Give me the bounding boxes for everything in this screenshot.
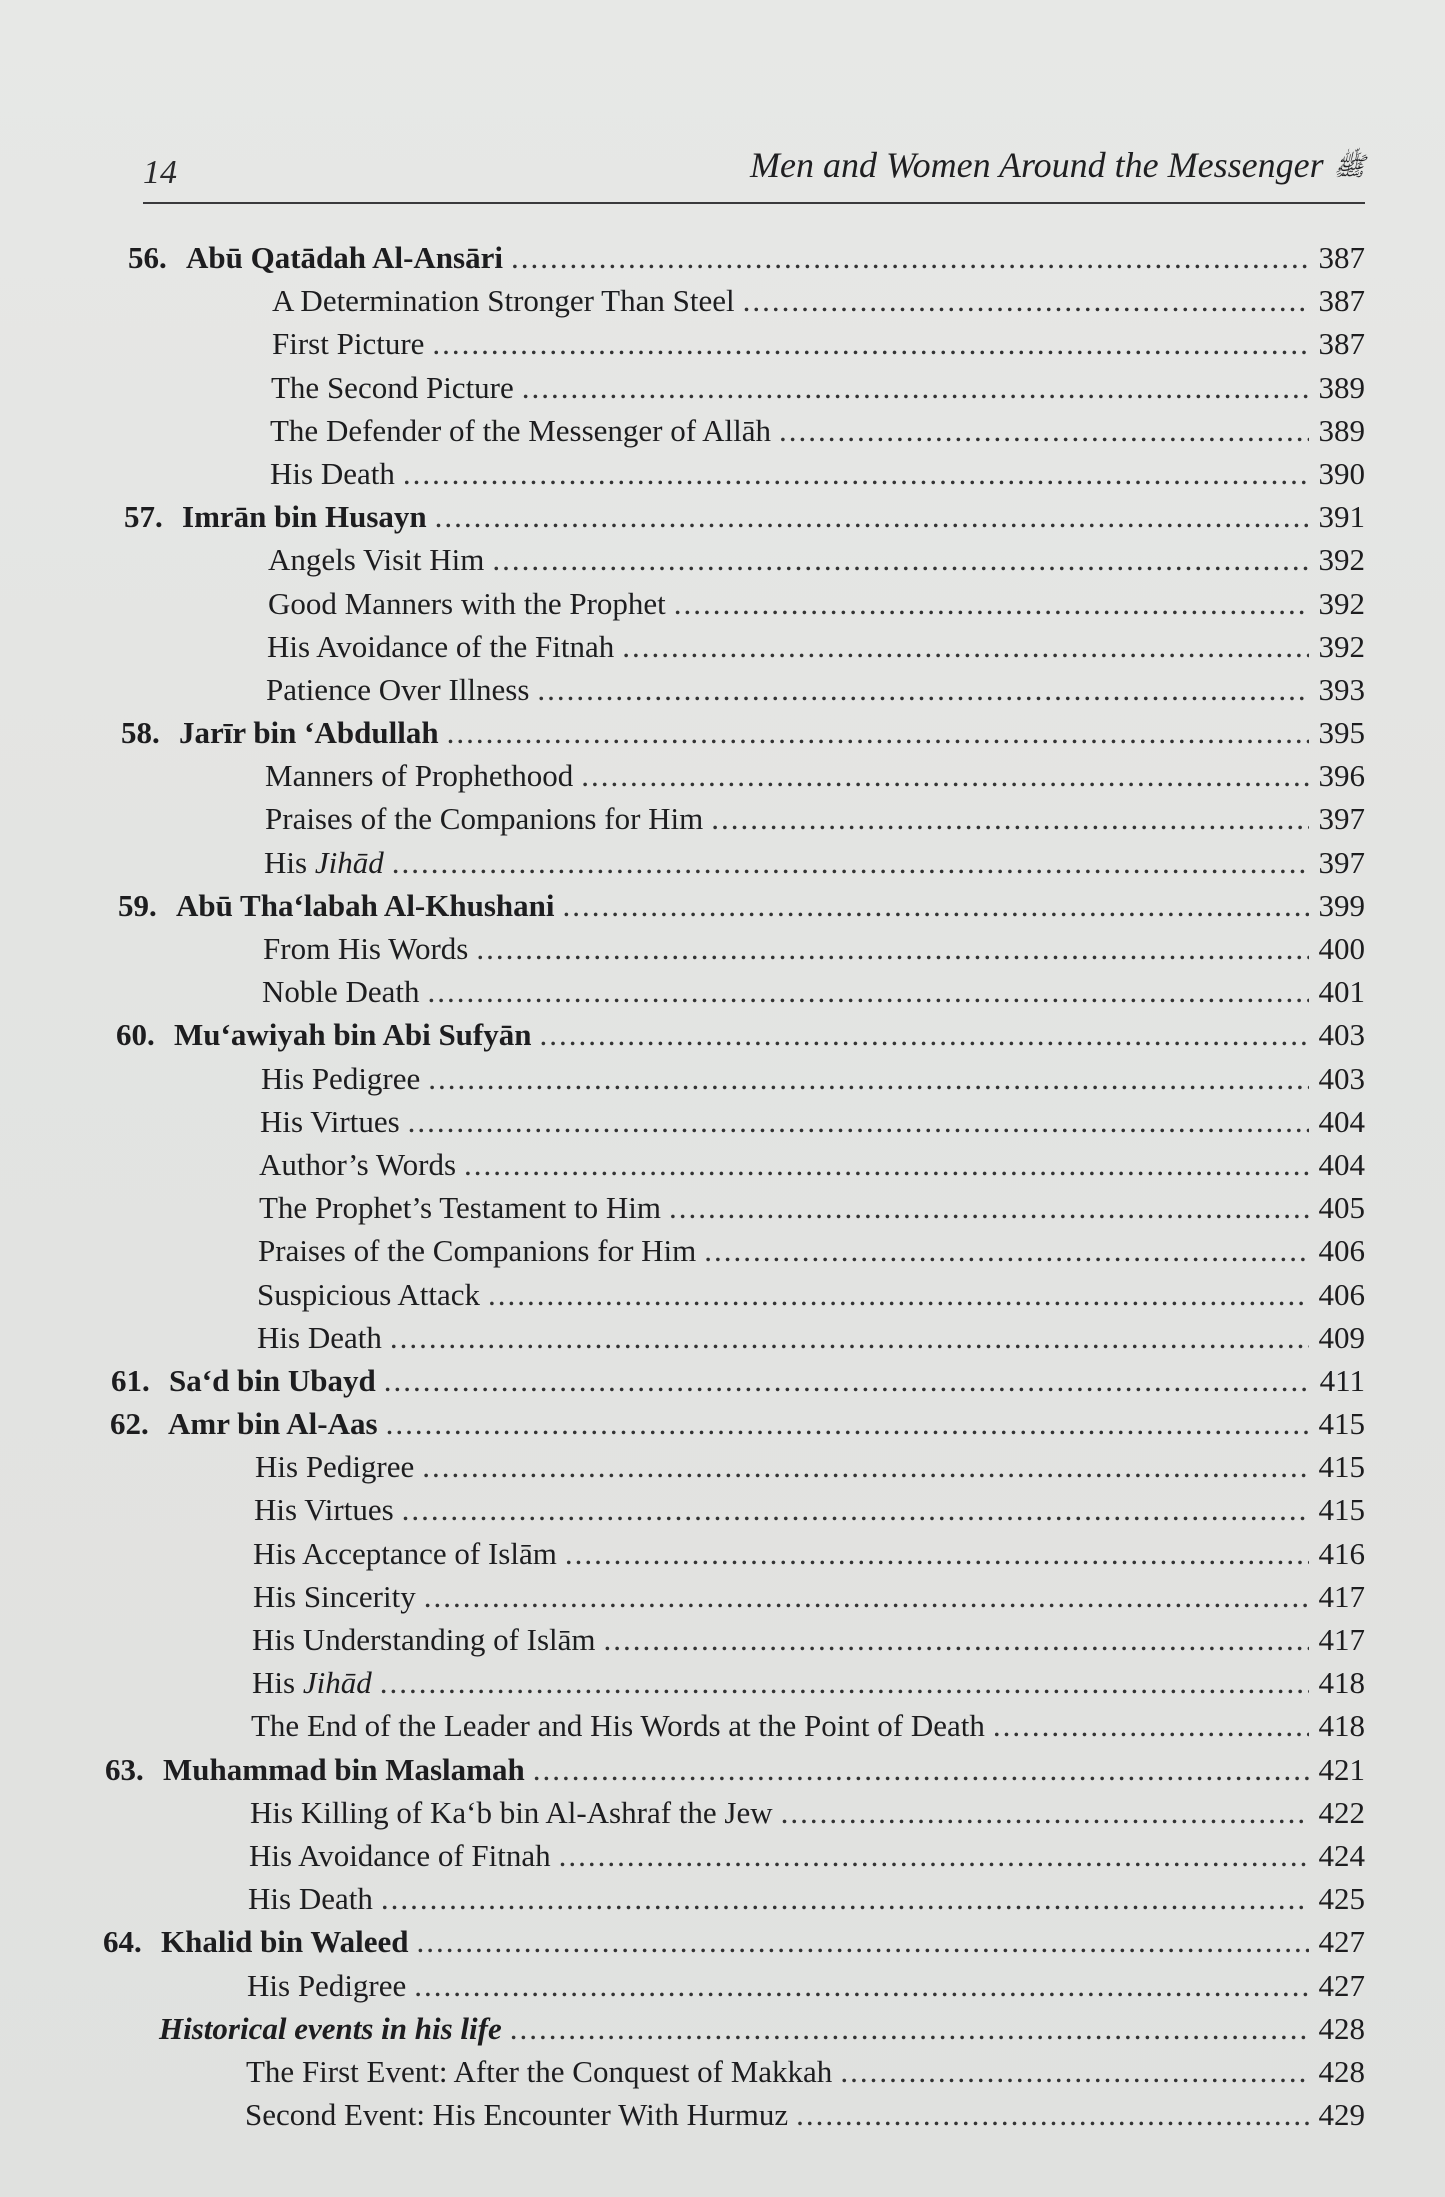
toc-subsection-row xyxy=(100,970,1365,1013)
toc-entry-title: Jarīr bin ‘Abdullah xyxy=(179,715,439,751)
toc-page-number: 424 xyxy=(1318,1837,1365,1873)
dot-leader xyxy=(476,927,1309,970)
toc-entry-title: His Death xyxy=(257,1319,382,1355)
toc-chapter-number: 63. xyxy=(105,1751,144,1787)
dot-leader xyxy=(390,1316,1309,1359)
toc-subsection-row xyxy=(100,754,1365,797)
toc-chapter-number: 59. xyxy=(118,887,157,923)
toc-page-number: 399 xyxy=(1318,887,1365,923)
dot-leader xyxy=(424,1575,1309,1618)
toc-page-number: 393 xyxy=(1318,671,1365,707)
dot-leader xyxy=(403,452,1309,495)
dot-leader xyxy=(533,1748,1309,1791)
toc-subsection-row xyxy=(100,279,1365,322)
toc-page-number: 397 xyxy=(1318,844,1365,880)
toc-subsection-row xyxy=(100,1704,1365,1747)
toc-entry-title: Angels Visit Him xyxy=(268,542,485,578)
toc-chapter-row xyxy=(100,1920,1365,1963)
dot-leader xyxy=(435,495,1309,538)
toc-page-number: 427 xyxy=(1318,1967,1365,2003)
toc-subsection-row xyxy=(100,1618,1365,1661)
toc-subsection-row xyxy=(100,1877,1365,1920)
toc-section-heading-row xyxy=(100,2007,1365,2050)
toc-entry-title: His Death xyxy=(270,455,395,491)
toc-entry-title: From His Words xyxy=(263,931,469,966)
dot-leader xyxy=(447,711,1309,754)
toc-entry-title: Second Event: His Encounter With Hurmuz xyxy=(245,2097,789,2133)
toc-subsection-row xyxy=(100,2050,1365,2093)
toc-page-number: 429 xyxy=(1318,2097,1365,2133)
toc-subsection-row xyxy=(100,927,1365,970)
dot-leader xyxy=(464,1143,1309,1186)
dot-leader xyxy=(422,1445,1309,1488)
toc-subsection-row xyxy=(100,1100,1365,1143)
toc-subsection-row xyxy=(100,538,1365,581)
toc-page-number: 401 xyxy=(1318,974,1365,1010)
toc-subsection-row xyxy=(100,1057,1365,1100)
dot-leader xyxy=(428,970,1309,1013)
toc-subsection-row xyxy=(100,1791,1365,1834)
toc-entry-title: His Jihād xyxy=(264,844,384,880)
toc-page-number: 411 xyxy=(1319,1362,1365,1398)
toc-subsection-row xyxy=(100,1964,1365,2007)
dot-leader xyxy=(408,1100,1309,1143)
toc-subsection-row xyxy=(100,1488,1365,1531)
toc-entry-title: Abū Tha‘labah Al-Khushani xyxy=(176,887,555,923)
dot-leader xyxy=(384,1359,1309,1402)
dot-leader xyxy=(565,1532,1309,1575)
dot-leader xyxy=(492,538,1309,581)
toc-page-number: 397 xyxy=(1318,801,1365,837)
toc-page-number: 418 xyxy=(1318,1665,1365,1701)
toc-page-number: 428 xyxy=(1318,2010,1365,2046)
toc-page-number: 416 xyxy=(1318,1535,1365,1571)
toc-page-number: 403 xyxy=(1318,1017,1365,1053)
toc-entry-title: Author’s Words xyxy=(259,1146,457,1182)
toc-chapter-number: 58. xyxy=(121,715,160,751)
toc-entry-title: A Determination Stronger Than Steel xyxy=(272,283,735,319)
toc-subsection-row xyxy=(100,1186,1365,1229)
toc-chapter-number: 57. xyxy=(124,499,163,535)
toc-entry-title: His Sincerity xyxy=(253,1578,416,1614)
toc-page-number: 415 xyxy=(1318,1406,1365,1442)
toc-page-number: 387 xyxy=(1318,240,1365,275)
toc-subsection-row xyxy=(100,797,1365,840)
toc-chapter-number: 56. xyxy=(128,240,167,275)
toc-subsection-row xyxy=(100,668,1365,711)
toc-page-number: 396 xyxy=(1318,758,1365,794)
toc-chapter-row xyxy=(100,711,1365,754)
toc-page-number: 389 xyxy=(1318,369,1365,405)
toc-subsection-row xyxy=(100,1445,1365,1488)
dot-leader xyxy=(414,1964,1309,2007)
dot-leader xyxy=(779,409,1309,452)
toc-page-number: 425 xyxy=(1318,1881,1365,1917)
toc-subsection-row xyxy=(100,582,1365,625)
toc-page-number: 389 xyxy=(1318,412,1365,448)
page-number: 14 xyxy=(143,154,177,191)
toc-subsection-row xyxy=(100,1273,1365,1316)
dot-leader xyxy=(711,797,1309,840)
toc-entry-title: Khalid bin Waleed xyxy=(161,1924,409,1960)
toc-entry-title: Amr bin Al-Aas xyxy=(168,1406,378,1442)
dot-leader xyxy=(674,582,1309,625)
toc-page-number: 404 xyxy=(1318,1103,1365,1139)
toc-entry-title: The End of the Leader and His Words at the Point of Death xyxy=(251,1708,985,1744)
toc-entry-title: Patience Over Illness xyxy=(266,671,530,707)
toc-entry-title: Historical events in his life xyxy=(159,2010,502,2046)
toc-chapter-row xyxy=(100,1748,1365,1791)
toc-entry-title: His Virtues xyxy=(254,1492,394,1528)
toc-entry-title: His Killing of Ka‘b bin Al-Ashraf the Jew xyxy=(250,1794,773,1830)
dot-leader xyxy=(993,1704,1309,1747)
table-of-contents xyxy=(100,236,1365,2136)
toc-chapter-number: 61. xyxy=(111,1362,150,1398)
toc-entry-title: His Pedigree xyxy=(255,1449,415,1485)
toc-entry-title: The First Event: After the Conquest of Makkah xyxy=(246,2053,833,2089)
dot-leader xyxy=(704,1229,1309,1272)
toc-page-number: 417 xyxy=(1318,1578,1365,1614)
toc-entry-title: Suspicious Attack xyxy=(257,1276,481,1312)
toc-entry-title: His Pedigree xyxy=(247,1967,407,2003)
toc-page-number: 391 xyxy=(1318,499,1365,535)
toc-page-number: 418 xyxy=(1318,1708,1365,1744)
toc-entry-title: Mu‘awiyah bin Abi Sufyān xyxy=(174,1017,532,1053)
toc-page-number: 422 xyxy=(1318,1794,1365,1830)
toc-entry-title: Noble Death xyxy=(262,974,420,1010)
toc-subsection-row xyxy=(100,1661,1365,1704)
toc-entry-title: His Jihād xyxy=(252,1665,372,1701)
dot-leader xyxy=(392,841,1309,884)
toc-subsection-row xyxy=(100,409,1365,452)
toc-entry-title: His Understanding of Islām xyxy=(252,1622,596,1657)
toc-entry-title: Imrān bin Husayn xyxy=(182,499,427,535)
toc-entry-title: His Pedigree xyxy=(261,1060,421,1096)
running-title-text: Men and Women Around the Messenger xyxy=(750,145,1324,185)
toc-subsection-row xyxy=(100,1229,1365,1272)
toc-subsection-row xyxy=(100,322,1365,365)
toc-entry-title: Muhammad bin Maslamah xyxy=(163,1751,525,1787)
toc-page-number: 415 xyxy=(1318,1492,1365,1528)
toc-chapter-row xyxy=(100,495,1365,538)
dot-leader xyxy=(796,2093,1309,2136)
toc-entry-title: First Picture xyxy=(272,326,425,362)
toc-subsection-row xyxy=(100,452,1365,495)
toc-entry-title: His Avoidance of Fitnah xyxy=(249,1837,551,1873)
toc-entry-title: Praises of the Companions for Him xyxy=(258,1233,697,1269)
toc-page-number: 400 xyxy=(1318,931,1365,966)
dot-leader xyxy=(559,1834,1309,1877)
dot-leader xyxy=(581,754,1309,797)
toc-entry-title: His Virtues xyxy=(260,1103,400,1139)
toc-entry-title: Manners of Prophethood xyxy=(265,758,574,794)
toc-entry-title: The Prophet’s Testament to Him xyxy=(259,1190,661,1226)
toc-chapter-number: 62. xyxy=(110,1406,149,1442)
toc-page-number: 395 xyxy=(1318,715,1365,751)
dot-leader xyxy=(380,1661,1309,1704)
toc-entry-title: Good Manners with the Prophet xyxy=(268,585,666,621)
dot-leader xyxy=(522,366,1309,409)
dot-leader xyxy=(386,1402,1309,1445)
toc-entry-title: His Death xyxy=(248,1881,373,1917)
toc-page-number: 417 xyxy=(1318,1622,1365,1657)
toc-entry-title: The Defender of the Messenger of Allāh xyxy=(270,412,771,448)
toc-entry-title: The Second Picture xyxy=(271,369,514,405)
toc-entry-title: Sa‘d bin Ubayd xyxy=(169,1362,376,1398)
toc-entry-title: Abū Qatādah Al-Ansāri xyxy=(186,240,503,275)
toc-page-number: 409 xyxy=(1318,1319,1365,1355)
toc-subsection-row xyxy=(100,2093,1365,2136)
dot-leader xyxy=(840,2050,1309,2093)
dot-leader xyxy=(510,2007,1309,2050)
toc-chapter-row xyxy=(100,1359,1365,1402)
toc-chapter-row xyxy=(100,1013,1365,1056)
toc-page-number: 405 xyxy=(1318,1190,1365,1226)
toc-page-number: 403 xyxy=(1318,1060,1365,1096)
toc-subsection-row xyxy=(100,366,1365,409)
toc-chapter-number: 60. xyxy=(116,1017,155,1053)
toc-page-number: 392 xyxy=(1318,585,1365,621)
dot-leader xyxy=(417,1920,1309,1963)
dot-leader xyxy=(432,322,1309,365)
dot-leader xyxy=(622,625,1309,668)
toc-subsection-row xyxy=(100,1316,1365,1359)
toc-chapter-row xyxy=(100,884,1365,927)
toc-page-number: 404 xyxy=(1318,1146,1365,1182)
toc-chapter-number: 64. xyxy=(103,1924,142,1960)
header-rule xyxy=(143,202,1365,204)
dot-leader xyxy=(537,668,1309,711)
toc-page-number: 415 xyxy=(1318,1449,1365,1485)
dot-leader xyxy=(604,1618,1309,1661)
toc-subsection-row xyxy=(100,1834,1365,1877)
salutation-seal-icon: ﷺ xyxy=(1333,151,1365,181)
toc-page-number: 428 xyxy=(1318,2053,1365,2089)
dot-leader xyxy=(381,1877,1309,1920)
toc-subsection-row xyxy=(100,1532,1365,1575)
dot-leader xyxy=(563,884,1309,927)
toc-page-number: 392 xyxy=(1318,542,1365,578)
dot-leader xyxy=(743,279,1309,322)
dot-leader xyxy=(669,1186,1309,1229)
toc-entry-title: Praises of the Companions for Him xyxy=(265,801,704,837)
toc-subsection-row xyxy=(100,841,1365,884)
toc-chapter-row xyxy=(100,1402,1365,1445)
toc-page-number: 427 xyxy=(1318,1924,1365,1960)
running-title xyxy=(750,144,1365,188)
toc-subsection-row xyxy=(100,1143,1365,1186)
toc-page-number: 406 xyxy=(1318,1233,1365,1269)
toc-chapter-row xyxy=(100,236,1365,279)
page-header xyxy=(143,138,1365,198)
toc-subsection-row xyxy=(100,1575,1365,1618)
toc-page-number: 421 xyxy=(1318,1751,1365,1787)
toc-page-number: 392 xyxy=(1318,628,1365,664)
toc-subsection-row xyxy=(100,625,1365,668)
italic-term: Jihād xyxy=(302,1665,372,1701)
dot-leader xyxy=(511,236,1309,279)
toc-page-number: 387 xyxy=(1318,283,1365,319)
toc-page-number: 390 xyxy=(1318,455,1365,491)
toc-page-number: 406 xyxy=(1318,1276,1365,1312)
toc-page-number: 387 xyxy=(1318,326,1365,362)
toc-entry-title: His Acceptance of Islām xyxy=(253,1535,557,1571)
dot-leader xyxy=(402,1488,1309,1531)
dot-leader xyxy=(428,1057,1309,1100)
toc-entry-title: His Avoidance of the Fitnah xyxy=(267,628,615,664)
dot-leader xyxy=(539,1013,1309,1056)
italic-term: Jihād xyxy=(314,844,384,880)
dot-leader xyxy=(488,1273,1309,1316)
dot-leader xyxy=(781,1791,1309,1834)
